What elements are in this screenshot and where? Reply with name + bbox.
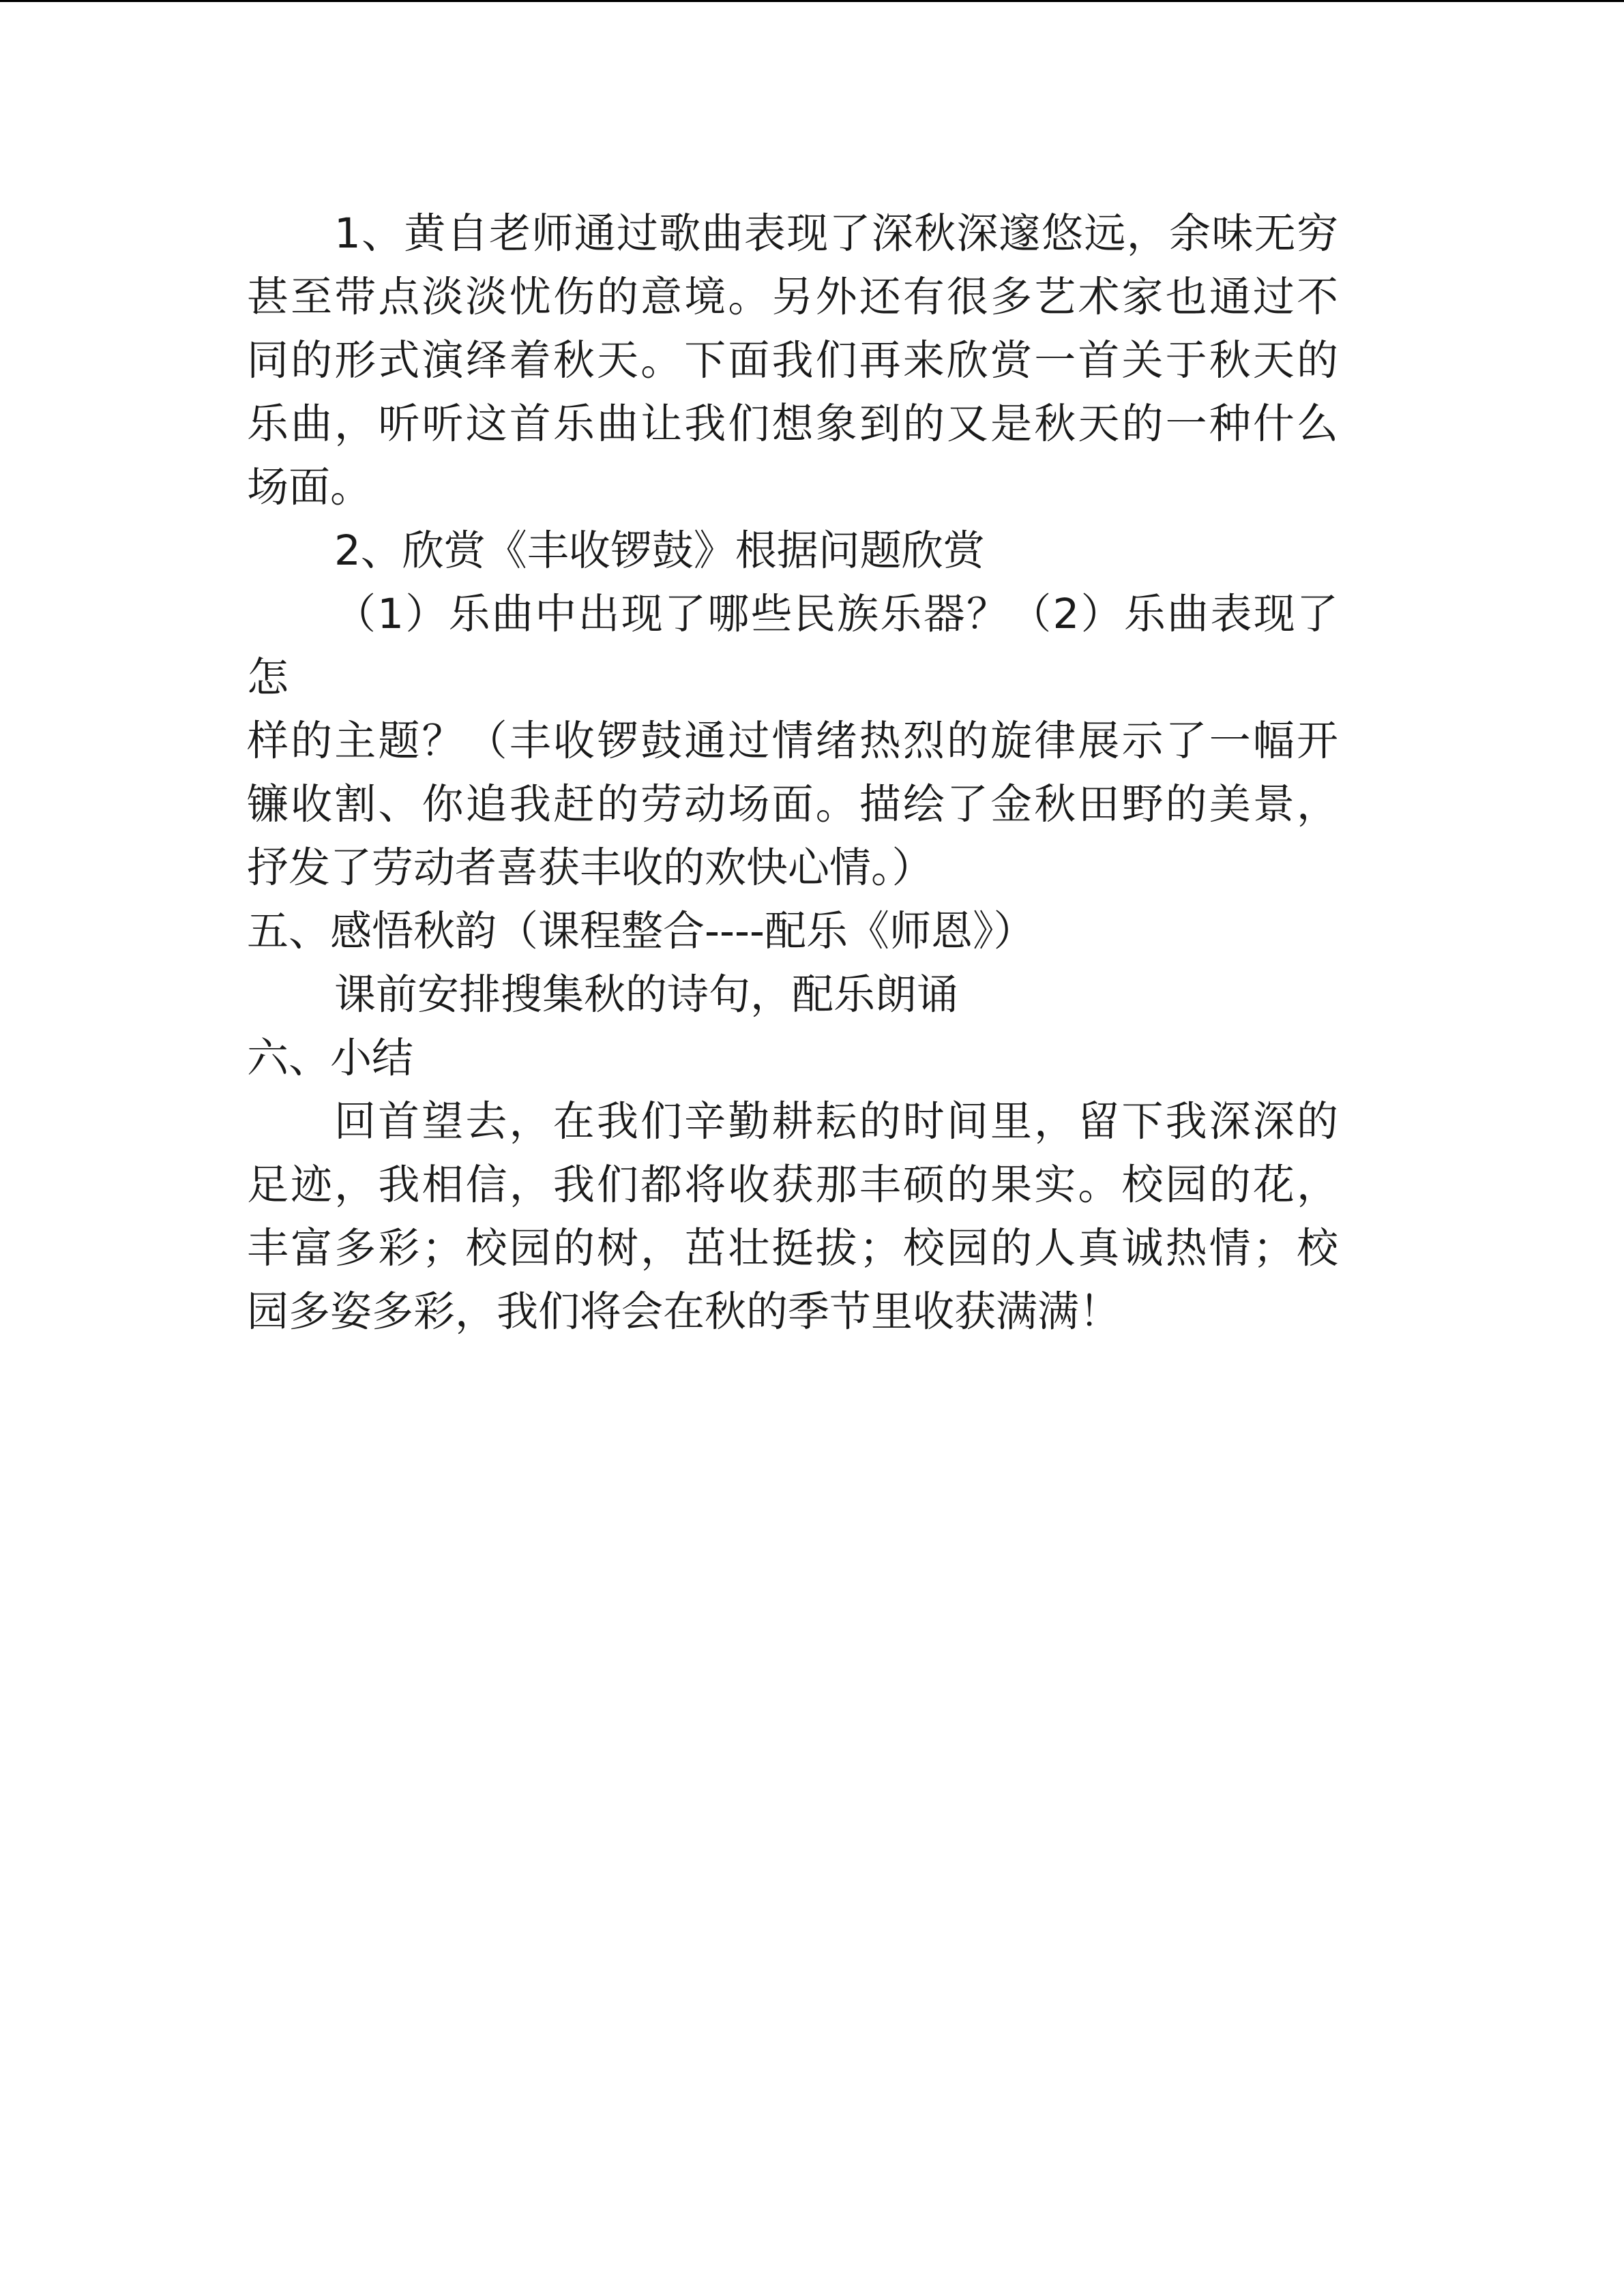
text-line: 2、欣赏《丰收锣鼓》根据问题欣赏 <box>334 526 985 575</box>
text-line: 1、黄自老师通过歌曲表现了深秋深邃悠远，余味无穷 <box>334 209 1338 258</box>
text-line: 丰富多彩；校园的树，茁壮挺拔；校园的人真诚热情；校 <box>247 1224 1338 1272</box>
text-line: 课前安排搜集秋的诗句，配乐朗诵 <box>334 970 959 1019</box>
text-line: 回首望去，在我们辛勤耕耘的时间里，留下我深深的 <box>334 1097 1338 1146</box>
section-title: 五、感悟秋韵（课程整合----配乐《师恩》） <box>247 907 1035 955</box>
text-line: 乐曲，听听这首乐曲让我们想象到的又是秋天的一种什么 <box>247 400 1338 448</box>
section-heading-six <box>247 1026 1338 1090</box>
text-line: （1）乐曲中出现了哪些民族乐器？（2）乐曲表现了怎 <box>247 590 1338 702</box>
text-line: 同的形式演绎着秋天。下面我们再来欣赏一首关于秋天的 <box>247 336 1338 385</box>
text-line: 样的主题？（丰收锣鼓通过情绪热烈的旋律展示了一幅开 <box>247 717 1338 765</box>
section-title: 六、小结 <box>247 1034 414 1082</box>
document-body <box>247 202 1338 1343</box>
text-line: 甚至带点淡淡忧伤的意境。另外还有很多艺术家也通过不 <box>247 273 1338 321</box>
text-line: 场面。 <box>247 463 372 511</box>
section-heading-five <box>247 899 1338 963</box>
paragraph-summary <box>247 1090 1338 1343</box>
text-line: 抒发了劳动者喜获丰收的欢快心情。） <box>247 844 934 892</box>
paragraph-appreciation-task <box>247 519 1338 582</box>
paragraph-recitation <box>247 963 1338 1026</box>
text-line: 镰收割、你追我赶的劳动场面。描绘了金秋田野的美景， <box>247 780 1338 829</box>
paragraph-song-analysis <box>247 202 1338 519</box>
page-top-border <box>0 0 1624 2</box>
text-line: 园多姿多彩，我们将会在秋的季节里收获满满！ <box>247 1287 1121 1336</box>
text-line: 足迹，我相信，我们都将收获那丰硕的果实。校园的花， <box>247 1161 1338 1209</box>
paragraph-questions <box>247 582 1338 899</box>
